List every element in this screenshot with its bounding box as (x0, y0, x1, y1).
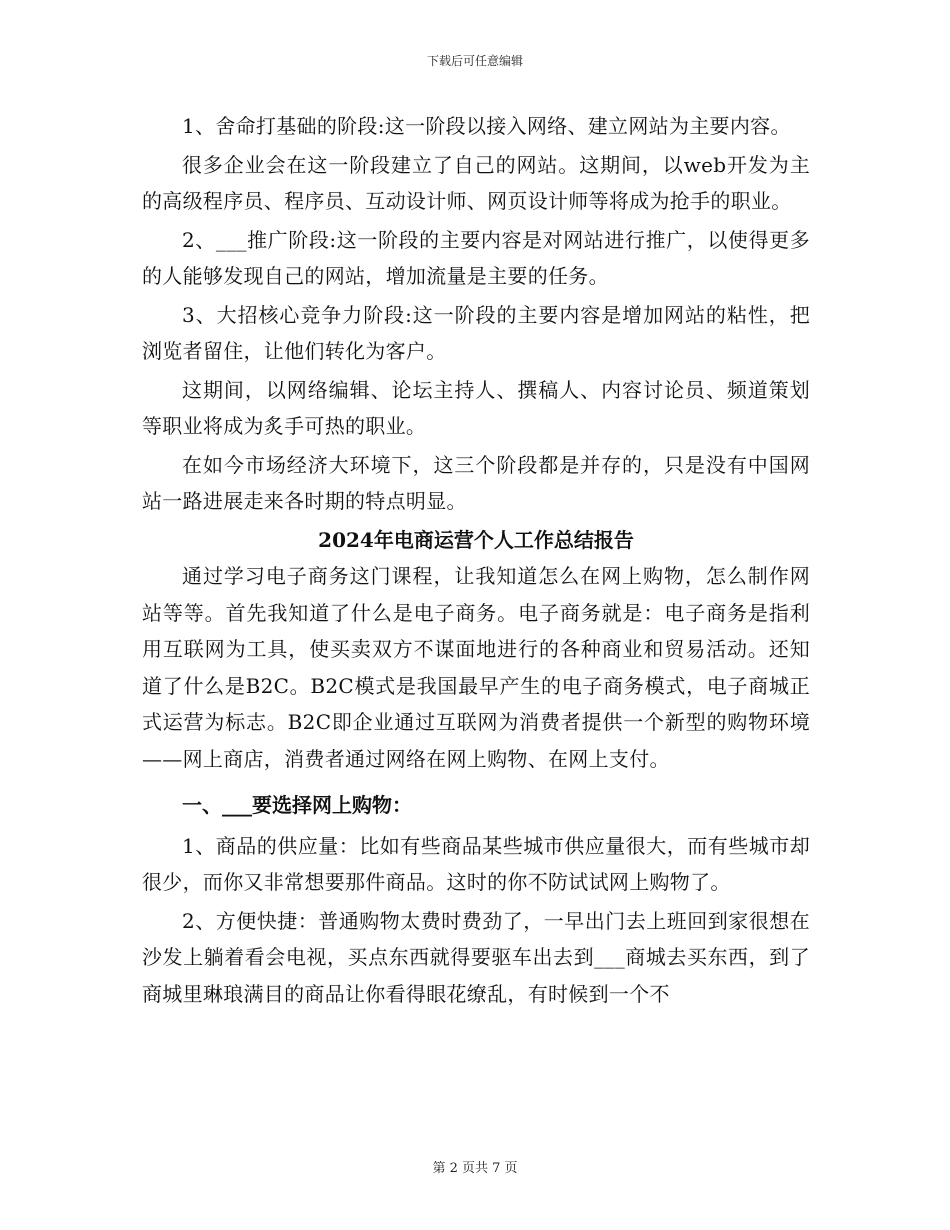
report-title: 2024年电商运营个人工作总结报告 (318, 527, 634, 552)
paragraph-stage-3: 3、大招核心竞争力阶段:这一阶段的主要内容是增加网站的粘性，把浏览者留住，让他们转化为客户。 (142, 302, 810, 363)
page-footer: 第 2 页共 7 页 (432, 1161, 518, 1176)
paragraph-stage-3-detail: 这期间，以网络编辑、论坛主持人、撰稿人、内容讨论员、频道策划等职业将成为炙手可热的职业。 (142, 377, 810, 438)
paragraph-stage-1: 1、舍命打基础的阶段:这一阶段以接入网络、建立网站为主要内容。 (182, 114, 791, 138)
paragraph-intro: 通过学习电子商务这门课程，让我知道怎么在网上购物，怎么制作网站等等。首先我知道了什么是电子商务。电子商务就是：电子商务是指利用互联网为工具，使买卖双方不谋面地进行的各种商业和贸易活动。还知道了什么是B2C。B2C模式是我国最早产生的电子商务模式，电子商城正式运营为标志。B2C即企业通过互联网为消费者提供一个新型的购物环境——网上商店，消费者通过网络在网上购物、在网上支付。 (142, 564, 810, 771)
paragraph-stage-1-detail: 很多企业会在这一阶段建立了自己的网站。这期间，以web开发为主的高级程序员、程序员、互动设计师、网页设计师等将成为抢手的职业。 (142, 152, 810, 213)
paragraph-reason-1: 1、商品的供应量：比如有些商品某些城市供应量很大，而有些城市却很少，而你又非常想要那件商品。这时的你不防试试网上购物了。 (142, 833, 810, 894)
page-header: 下载后可任意编辑 (426, 54, 523, 68)
paragraph-summary: 在如今市场经济大环境下，这三个阶段都是并存的，只是没有中国网站一路进展走来各时期的特点明显。 (142, 452, 810, 513)
paragraph-reason-2: 2、方便快捷：普通购物太费时费劲了，一早出门去上班回到家很想在沙发上躺着看会电视，买点东西就得要驱车出去到___商城去买东西，到了商城里琳琅满目的商品让你看得眼花缭乱，有时候到一个不 (142, 908, 810, 1006)
section-heading: 一、___要选择网上购物： (182, 793, 412, 817)
document-body (142, 108, 810, 1014)
paragraph-stage-2: 2、___推广阶段:这一阶段的主要内容是对网站进行推广，以使得更多的人能够发现自己的网站，增加流量是主要的任务。 (142, 227, 810, 288)
